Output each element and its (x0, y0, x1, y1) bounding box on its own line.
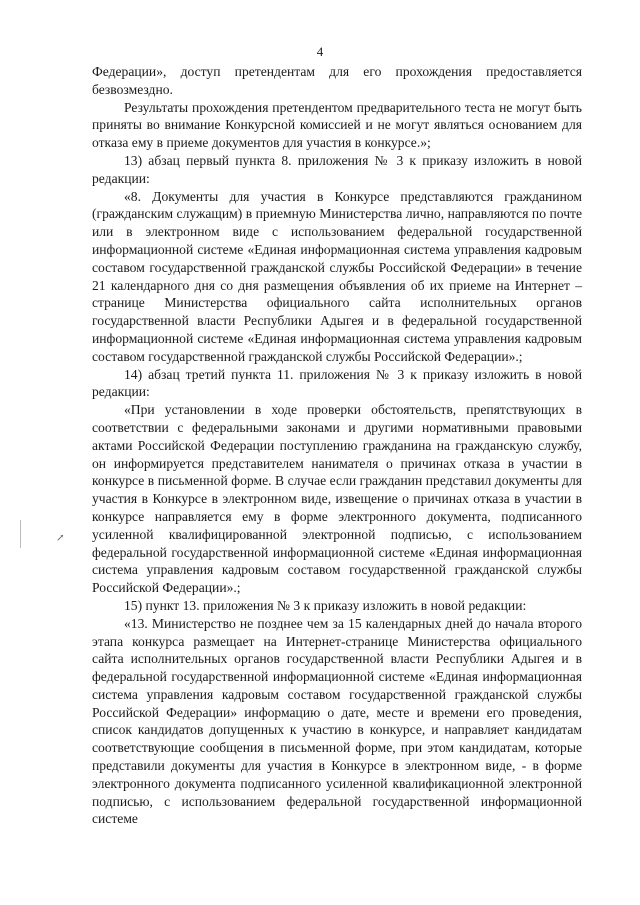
scan-artifact-line (20, 520, 21, 548)
paragraph-item-15: 15) пункт 13. приложения № 3 к приказу изложить в новой редакции: (124, 597, 527, 613)
page-number: 4 (316, 44, 324, 59)
paragraph-clause-8: «8. Документы для участия в Конкурсе представляются гражданином (гражданским служащим) в приемную Министерства лично, направляются по почте или в электронном виде с использованием федеральной государственной информационной системе «Единая информационная система управления кадровым составом государственной гражданской службы Российской Федерации» в течение 21 календарного дня со дня размещения объявления об их приеме на Интернет – странице Министерства официального сайта исполнительных органов государственной власти Республики Адыгея и в федеральной государственной информационной системе «Единая информационная система управления кадровым составом государственной гражданской службы Российской Федерации».; (92, 188, 582, 364)
paragraph-continuation: Федерации», доступ претендентам для его прохождения предоставляется безвозмездно. (92, 64, 582, 97)
paragraph-item-14: 14) абзац третий пункта 11. приложения № 3 к приказу изложить в новой редакции: (92, 366, 582, 400)
paragraph-refusal-notice: «При установлении в ходе проверки обстоятельств, препятствующих в соответствии с федеральными законами и другими нормативными правовыми актами Российской Федерации поступлению гражданина на гражданскую службу, он информируется представителем нанимателя о причинах отказа в участии в конкурсе в письменной форме. В случае если гражданин представил документы для участия в Конкурсе в электронном виде, извещение о причинах отказа в участии в конкурсе направляется ему в форме электронного документа, подписанного усиленной квалифицированной электронной подписью, с использованием федеральной государственной информационной системе «Единая информационная система управления кадровым составом государственной гражданской службы Российской Федерации».; (92, 402, 582, 596)
document-body (92, 63, 582, 828)
scan-artifact-mark: ↗ (56, 533, 65, 544)
paragraph-test-results: Результаты прохождения претендентом предварительного теста не могут быть приняты во внимание Конкурсной комиссией и не могут являться основанием для отказа ему в приеме документов для участия в конкурсе.»; (92, 99, 582, 151)
paragraph-clause-13: «13. Министерство не позднее чем за 15 календарных дней до начала второго этапа конкурса размещает на Интернет-странице Министерства официального сайта исполнительных органов государственной власти Республики Адыгея и в федеральной государственной информационной системе «Единая информационная система управления кадровым составом государственной гражданской службы Российской Федерации» информацию о дате, месте и времени его проведения, список кандидатов допущенных к участию в конкурсе, и направляет кандидатам соответствующие сообщения в письменной форме, при этом кандидатам, которые представили документы для участия в Конкурсе в электронном виде, - в форме электронного документа подписанного усиленной квалификационной электронной подписью, с использованием федеральной государственной информационной системе (92, 615, 582, 827)
paragraph-item-13: 13) абзац первый пункта 8. приложения № 3 к приказу изложить в новой редакции: (92, 152, 582, 186)
